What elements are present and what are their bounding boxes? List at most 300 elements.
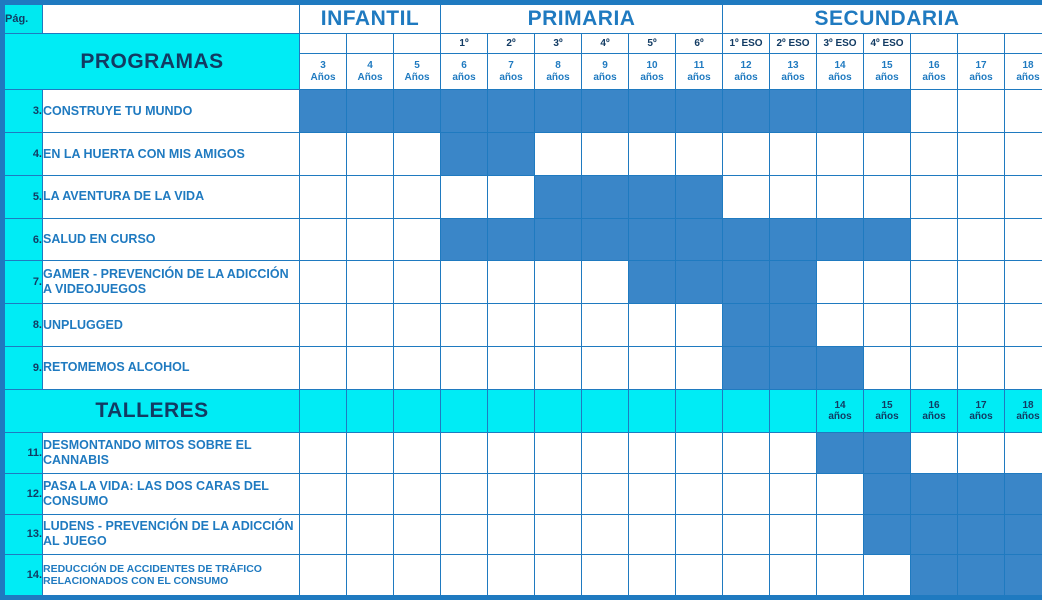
row-page-number: 4. <box>5 133 43 176</box>
coverage-cell-empty <box>817 555 864 596</box>
row-program-name: DESMONTANDO MITOS SOBRE EL CANNABIS <box>43 433 300 474</box>
coverage-cell-empty <box>864 346 911 389</box>
band-primaria: PRIMARIA <box>441 5 723 34</box>
row-page-number: 11. <box>5 433 43 474</box>
coverage-cell-empty <box>394 218 441 261</box>
age-number: 8 <box>555 60 561 72</box>
age-number: 4 <box>367 60 373 72</box>
grade-label-7: 5º <box>629 33 676 53</box>
coverage-cell-empty <box>488 261 535 304</box>
coverage-cell-filled <box>347 90 394 133</box>
age-number: 18 <box>1022 60 1034 72</box>
coverage-cell-empty <box>864 261 911 304</box>
coverage-cell-empty <box>441 555 488 596</box>
table-row <box>5 90 1042 133</box>
coverage-cell-empty <box>723 175 770 218</box>
coverage-cell-empty <box>441 175 488 218</box>
coverage-cell-empty <box>911 133 958 176</box>
age-label-6 <box>582 54 629 90</box>
talleres-age-spacer-5 <box>535 389 582 433</box>
age-number: 15 <box>881 399 893 411</box>
coverage-cell-empty <box>582 346 629 389</box>
age-unit: años <box>922 71 946 83</box>
coverage-cell-filled <box>817 433 864 474</box>
coverage-cell-filled <box>770 261 817 304</box>
grade-label-12: 4º ESO <box>864 33 911 53</box>
coverage-cell-filled <box>864 474 911 515</box>
talleres-age-spacer-8 <box>676 389 723 433</box>
age-label-1 <box>347 54 394 90</box>
coverage-cell-empty <box>911 218 958 261</box>
coverage-cell-filled <box>488 218 535 261</box>
coverage-cell-empty <box>817 474 864 515</box>
age-unit: años <box>875 411 899 423</box>
coverage-cell-filled <box>582 218 629 261</box>
coverage-cell-empty <box>535 304 582 347</box>
coverage-cell-empty <box>300 474 347 515</box>
age-number: 9 <box>602 60 608 72</box>
talleres-age-spacer-3 <box>441 389 488 433</box>
age-unit: años <box>593 71 617 83</box>
age-number: 16 <box>928 60 940 72</box>
coverage-cell-empty <box>911 175 958 218</box>
coverage-grid <box>4 4 1042 596</box>
coverage-cell-empty <box>394 514 441 555</box>
age-label-5 <box>535 54 582 90</box>
table-row <box>5 346 1042 389</box>
age-number: 18 <box>1022 399 1034 411</box>
header-spacer <box>43 5 300 34</box>
coverage-cell-empty <box>676 514 723 555</box>
grade-label-2 <box>394 33 441 53</box>
age-unit: años <box>546 71 570 83</box>
coverage-cell-empty <box>676 346 723 389</box>
coverage-cell-empty <box>347 346 394 389</box>
age-unit: Años <box>404 71 430 83</box>
coverage-cell-empty <box>958 433 1005 474</box>
age-label-2 <box>394 54 441 90</box>
age-number: 15 <box>881 60 893 72</box>
coverage-cell-filled <box>911 514 958 555</box>
coverage-cell-filled <box>817 218 864 261</box>
coverage-cell-empty <box>535 433 582 474</box>
age-number: 14 <box>834 60 846 72</box>
age-label-7 <box>629 54 676 90</box>
coverage-cell-empty <box>723 514 770 555</box>
age-unit: años <box>499 71 523 83</box>
talleres-title: TALLERES <box>5 389 300 433</box>
talleres-age-spacer-2 <box>394 389 441 433</box>
coverage-cell-empty <box>958 218 1005 261</box>
coverage-cell-filled <box>1005 474 1042 515</box>
row-program-name: UNPLUGGED <box>43 304 300 347</box>
row-page-number: 9. <box>5 346 43 389</box>
grade-label-8: 6º <box>676 33 723 53</box>
coverage-cell-empty <box>629 514 676 555</box>
age-label-10 <box>770 54 817 90</box>
coverage-cell-empty <box>488 514 535 555</box>
coverage-cell-filled <box>723 218 770 261</box>
coverage-cell-filled <box>723 261 770 304</box>
age-number: 12 <box>740 60 752 72</box>
coverage-cell-filled <box>535 218 582 261</box>
coverage-cell-empty <box>911 90 958 133</box>
coverage-cell-empty <box>770 514 817 555</box>
coverage-cell-filled <box>770 304 817 347</box>
coverage-cell-empty <box>1005 433 1042 474</box>
coverage-cell-filled <box>582 90 629 133</box>
age-unit: años <box>828 71 852 83</box>
age-unit: años <box>734 71 758 83</box>
age-label-4 <box>488 54 535 90</box>
coverage-cell-empty <box>629 555 676 596</box>
coverage-cell-empty <box>770 433 817 474</box>
age-unit: Años <box>357 71 383 83</box>
coverage-cell-empty <box>864 133 911 176</box>
coverage-cell-filled <box>676 175 723 218</box>
coverage-cell-empty <box>488 474 535 515</box>
band-secundaria: SECUNDARIA <box>723 5 1042 34</box>
talleres-age-spacer-1 <box>347 389 394 433</box>
coverage-cell-empty <box>394 261 441 304</box>
age-unit: años <box>875 71 899 83</box>
coverage-cell-empty <box>958 90 1005 133</box>
table-row <box>5 474 1042 515</box>
coverage-cell-empty <box>1005 218 1042 261</box>
coverage-cell-empty <box>629 474 676 515</box>
coverage-cell-empty <box>911 433 958 474</box>
coverage-cell-empty <box>535 514 582 555</box>
talleres-age-label-14 <box>958 389 1005 433</box>
coverage-cell-empty <box>441 304 488 347</box>
grade-label-13 <box>911 33 958 53</box>
coverage-cell-empty <box>629 433 676 474</box>
grade-label-4: 2º <box>488 33 535 53</box>
age-unit: años <box>781 71 805 83</box>
coverage-cell-empty <box>723 133 770 176</box>
coverage-cell-filled <box>770 218 817 261</box>
row-program-name: LUDENS - PREVENCIÓN DE LA ADICCIÓN AL JUEGO <box>43 514 300 555</box>
coverage-cell-filled <box>864 90 911 133</box>
row-program-name: CONSTRUYE TU MUNDO <box>43 90 300 133</box>
coverage-cell-empty <box>582 133 629 176</box>
coverage-cell-filled <box>911 555 958 596</box>
row-program-name: SALUD EN CURSO <box>43 218 300 261</box>
coverage-cell-empty <box>676 133 723 176</box>
age-unit: años <box>922 411 946 423</box>
coverage-cell-empty <box>958 304 1005 347</box>
coverage-cell-empty <box>676 474 723 515</box>
row-page-number: 12. <box>5 474 43 515</box>
coverage-cell-empty <box>300 133 347 176</box>
row-page-number: 8. <box>5 304 43 347</box>
coverage-cell-empty <box>1005 175 1042 218</box>
table-row <box>5 133 1042 176</box>
coverage-cell-filled <box>723 346 770 389</box>
age-number: 5 <box>414 60 420 72</box>
age-unit: años <box>969 71 993 83</box>
coverage-cell-empty <box>723 555 770 596</box>
coverage-cell-filled <box>958 474 1005 515</box>
coverage-cell-empty <box>441 514 488 555</box>
talleres-age-label-13 <box>911 389 958 433</box>
age-label-14 <box>958 54 1005 90</box>
coverage-cell-empty <box>676 555 723 596</box>
age-unit: años <box>1016 71 1040 83</box>
row-page-number: 6. <box>5 218 43 261</box>
coverage-cell-filled <box>958 514 1005 555</box>
coverage-cell-filled <box>300 90 347 133</box>
grade-label-14 <box>958 33 1005 53</box>
coverage-cell-empty <box>1005 133 1042 176</box>
coverage-cell-empty <box>723 433 770 474</box>
coverage-cell-empty <box>441 433 488 474</box>
coverage-cell-empty <box>347 133 394 176</box>
age-label-3 <box>441 54 488 90</box>
age-number: 13 <box>787 60 799 72</box>
table-row <box>5 433 1042 474</box>
row-program-name: PASA LA VIDA: LAS DOS CARAS DEL CONSUMO <box>43 474 300 515</box>
coverage-cell-empty <box>817 304 864 347</box>
coverage-cell-empty <box>394 133 441 176</box>
grade-label-10: 2º ESO <box>770 33 817 53</box>
coverage-cell-empty <box>488 175 535 218</box>
coverage-cell-empty <box>300 304 347 347</box>
talleres-age-label-15 <box>1005 389 1042 433</box>
coverage-cell-filled <box>441 90 488 133</box>
coverage-cell-empty <box>1005 90 1042 133</box>
coverage-cell-empty <box>300 433 347 474</box>
coverage-cell-empty <box>582 261 629 304</box>
coverage-cell-filled <box>770 346 817 389</box>
coverage-cell-empty <box>347 514 394 555</box>
coverage-cell-empty <box>300 514 347 555</box>
age-label-8 <box>676 54 723 90</box>
coverage-cell-filled <box>770 90 817 133</box>
table-row <box>5 218 1042 261</box>
talleres-age-spacer-9 <box>723 389 770 433</box>
coverage-cell-empty <box>582 433 629 474</box>
row-program-name: RETOMEMOS ALCOHOL <box>43 346 300 389</box>
coverage-cell-filled <box>817 90 864 133</box>
age-unit: años <box>640 71 664 83</box>
grade-label-9: 1º ESO <box>723 33 770 53</box>
row-page-number: 7. <box>5 261 43 304</box>
age-label-9 <box>723 54 770 90</box>
coverage-cell-empty <box>1005 261 1042 304</box>
coverage-cell-empty <box>488 346 535 389</box>
row-page-number: 14. <box>5 555 43 596</box>
coverage-cell-filled <box>629 218 676 261</box>
age-number: 16 <box>928 399 940 411</box>
coverage-cell-empty <box>817 175 864 218</box>
coverage-cell-empty <box>535 474 582 515</box>
table-row <box>5 555 1042 596</box>
coverage-cell-empty <box>347 218 394 261</box>
coverage-cell-empty <box>958 261 1005 304</box>
coverage-cell-empty <box>347 555 394 596</box>
coverage-cell-empty <box>300 261 347 304</box>
header-band-row <box>5 5 1042 34</box>
coverage-cell-filled <box>394 90 441 133</box>
coverage-cell-empty <box>488 304 535 347</box>
coverage-cell-filled <box>1005 514 1042 555</box>
coverage-cell-empty <box>676 304 723 347</box>
coverage-cell-filled <box>629 261 676 304</box>
coverage-cell-empty <box>770 555 817 596</box>
age-unit: años <box>1016 411 1040 423</box>
coverage-cell-filled <box>958 555 1005 596</box>
coverage-cell-empty <box>300 218 347 261</box>
talleres-age-spacer-0 <box>300 389 347 433</box>
coverage-cell-empty <box>629 304 676 347</box>
grade-label-5: 3º <box>535 33 582 53</box>
grade-label-11: 3º ESO <box>817 33 864 53</box>
age-number: 6 <box>461 60 467 72</box>
coverage-cell-empty <box>488 433 535 474</box>
age-unit: años <box>828 411 852 423</box>
coverage-cell-empty <box>394 555 441 596</box>
coverage-cell-empty <box>535 133 582 176</box>
talleres-age-spacer-10 <box>770 389 817 433</box>
age-unit: años <box>969 411 993 423</box>
coverage-cell-empty <box>300 346 347 389</box>
grade-label-1 <box>347 33 394 53</box>
pag-label: Pág. <box>5 5 43 34</box>
coverage-cell-empty <box>441 261 488 304</box>
age-label-13 <box>911 54 958 90</box>
coverage-cell-empty <box>441 346 488 389</box>
coverage-cell-empty <box>629 346 676 389</box>
age-label-0 <box>300 54 347 90</box>
talleres-age-label-12 <box>864 389 911 433</box>
row-program-name: LA AVENTURA DE LA VIDA <box>43 175 300 218</box>
grade-label-15 <box>1005 33 1042 53</box>
age-number: 11 <box>693 60 705 72</box>
coverage-cell-empty <box>347 175 394 218</box>
coverage-cell-empty <box>394 474 441 515</box>
coverage-cell-filled <box>723 304 770 347</box>
coverage-cell-filled <box>488 133 535 176</box>
table-row <box>5 514 1042 555</box>
coverage-cell-filled <box>676 218 723 261</box>
coverage-cell-empty <box>347 261 394 304</box>
coverage-cell-filled <box>582 175 629 218</box>
coverage-cell-empty <box>911 346 958 389</box>
age-label-15 <box>1005 54 1042 90</box>
coverage-cell-empty <box>676 433 723 474</box>
coverage-cell-filled <box>629 90 676 133</box>
coverage-cell-empty <box>535 261 582 304</box>
coverage-cell-empty <box>300 175 347 218</box>
table-row <box>5 304 1042 347</box>
coverage-cell-empty <box>488 555 535 596</box>
coverage-cell-empty <box>817 514 864 555</box>
coverage-cell-empty <box>770 175 817 218</box>
band-infantil: INFANTIL <box>300 5 441 34</box>
coverage-cell-empty <box>582 555 629 596</box>
age-number: 17 <box>975 60 987 72</box>
coverage-cell-empty <box>300 555 347 596</box>
coverage-cell-empty <box>394 346 441 389</box>
coverage-cell-empty <box>629 133 676 176</box>
row-program-name: REDUCCIÓN DE ACCIDENTES DE TRÁFICO RELACIONADOS CON EL CONSUMO <box>43 555 300 596</box>
coverage-cell-empty <box>394 304 441 347</box>
coverage-cell-filled <box>488 90 535 133</box>
coverage-cell-empty <box>958 133 1005 176</box>
coverage-cell-empty <box>535 346 582 389</box>
coverage-cell-empty <box>535 555 582 596</box>
age-number: 14 <box>834 399 846 411</box>
grade-label-3: 1º <box>441 33 488 53</box>
coverage-cell-empty <box>864 175 911 218</box>
header-grade-row <box>5 33 1042 53</box>
coverage-cell-empty <box>582 304 629 347</box>
coverage-cell-empty <box>770 133 817 176</box>
row-page-number: 3. <box>5 90 43 133</box>
coverage-cell-empty <box>817 133 864 176</box>
coverage-cell-filled <box>441 218 488 261</box>
coverage-cell-empty <box>582 514 629 555</box>
coverage-cell-empty <box>911 261 958 304</box>
coverage-cell-filled <box>1005 555 1042 596</box>
coverage-cell-empty <box>864 555 911 596</box>
coverage-cell-empty <box>1005 346 1042 389</box>
coverage-cell-filled <box>676 261 723 304</box>
talleres-age-spacer-4 <box>488 389 535 433</box>
row-page-number: 5. <box>5 175 43 218</box>
age-label-11 <box>817 54 864 90</box>
table-row <box>5 175 1042 218</box>
coverage-cell-filled <box>441 133 488 176</box>
talleres-header-row <box>5 389 1042 433</box>
coverage-cell-empty <box>723 474 770 515</box>
age-number: 7 <box>508 60 514 72</box>
age-number: 3 <box>320 60 326 72</box>
age-unit: años <box>687 71 711 83</box>
coverage-cell-empty <box>582 474 629 515</box>
coverage-cell-empty <box>394 433 441 474</box>
coverage-cell-empty <box>817 261 864 304</box>
row-program-name: EN LA HUERTA CON MIS AMIGOS <box>43 133 300 176</box>
age-number: 17 <box>975 399 987 411</box>
coverage-cell-empty <box>1005 304 1042 347</box>
age-label-12 <box>864 54 911 90</box>
coverage-cell-empty <box>347 474 394 515</box>
age-unit: Años <box>310 71 336 83</box>
coverage-cell-empty <box>911 304 958 347</box>
coverage-cell-filled <box>723 90 770 133</box>
grade-label-6: 4º <box>582 33 629 53</box>
coverage-cell-empty <box>864 304 911 347</box>
coverage-cell-filled <box>817 346 864 389</box>
coverage-cell-filled <box>535 90 582 133</box>
coverage-cell-empty <box>347 433 394 474</box>
coverage-cell-empty <box>394 175 441 218</box>
coverage-cell-empty <box>770 474 817 515</box>
coverage-cell-empty <box>441 474 488 515</box>
coverage-cell-filled <box>535 175 582 218</box>
coverage-cell-filled <box>864 218 911 261</box>
grade-label-0 <box>300 33 347 53</box>
programs-title: PROGRAMAS <box>5 33 300 90</box>
coverage-cell-filled <box>864 433 911 474</box>
coverage-cell-empty <box>958 346 1005 389</box>
row-page-number: 13. <box>5 514 43 555</box>
age-number: 10 <box>646 60 658 72</box>
coverage-cell-filled <box>911 474 958 515</box>
talleres-age-spacer-7 <box>629 389 676 433</box>
